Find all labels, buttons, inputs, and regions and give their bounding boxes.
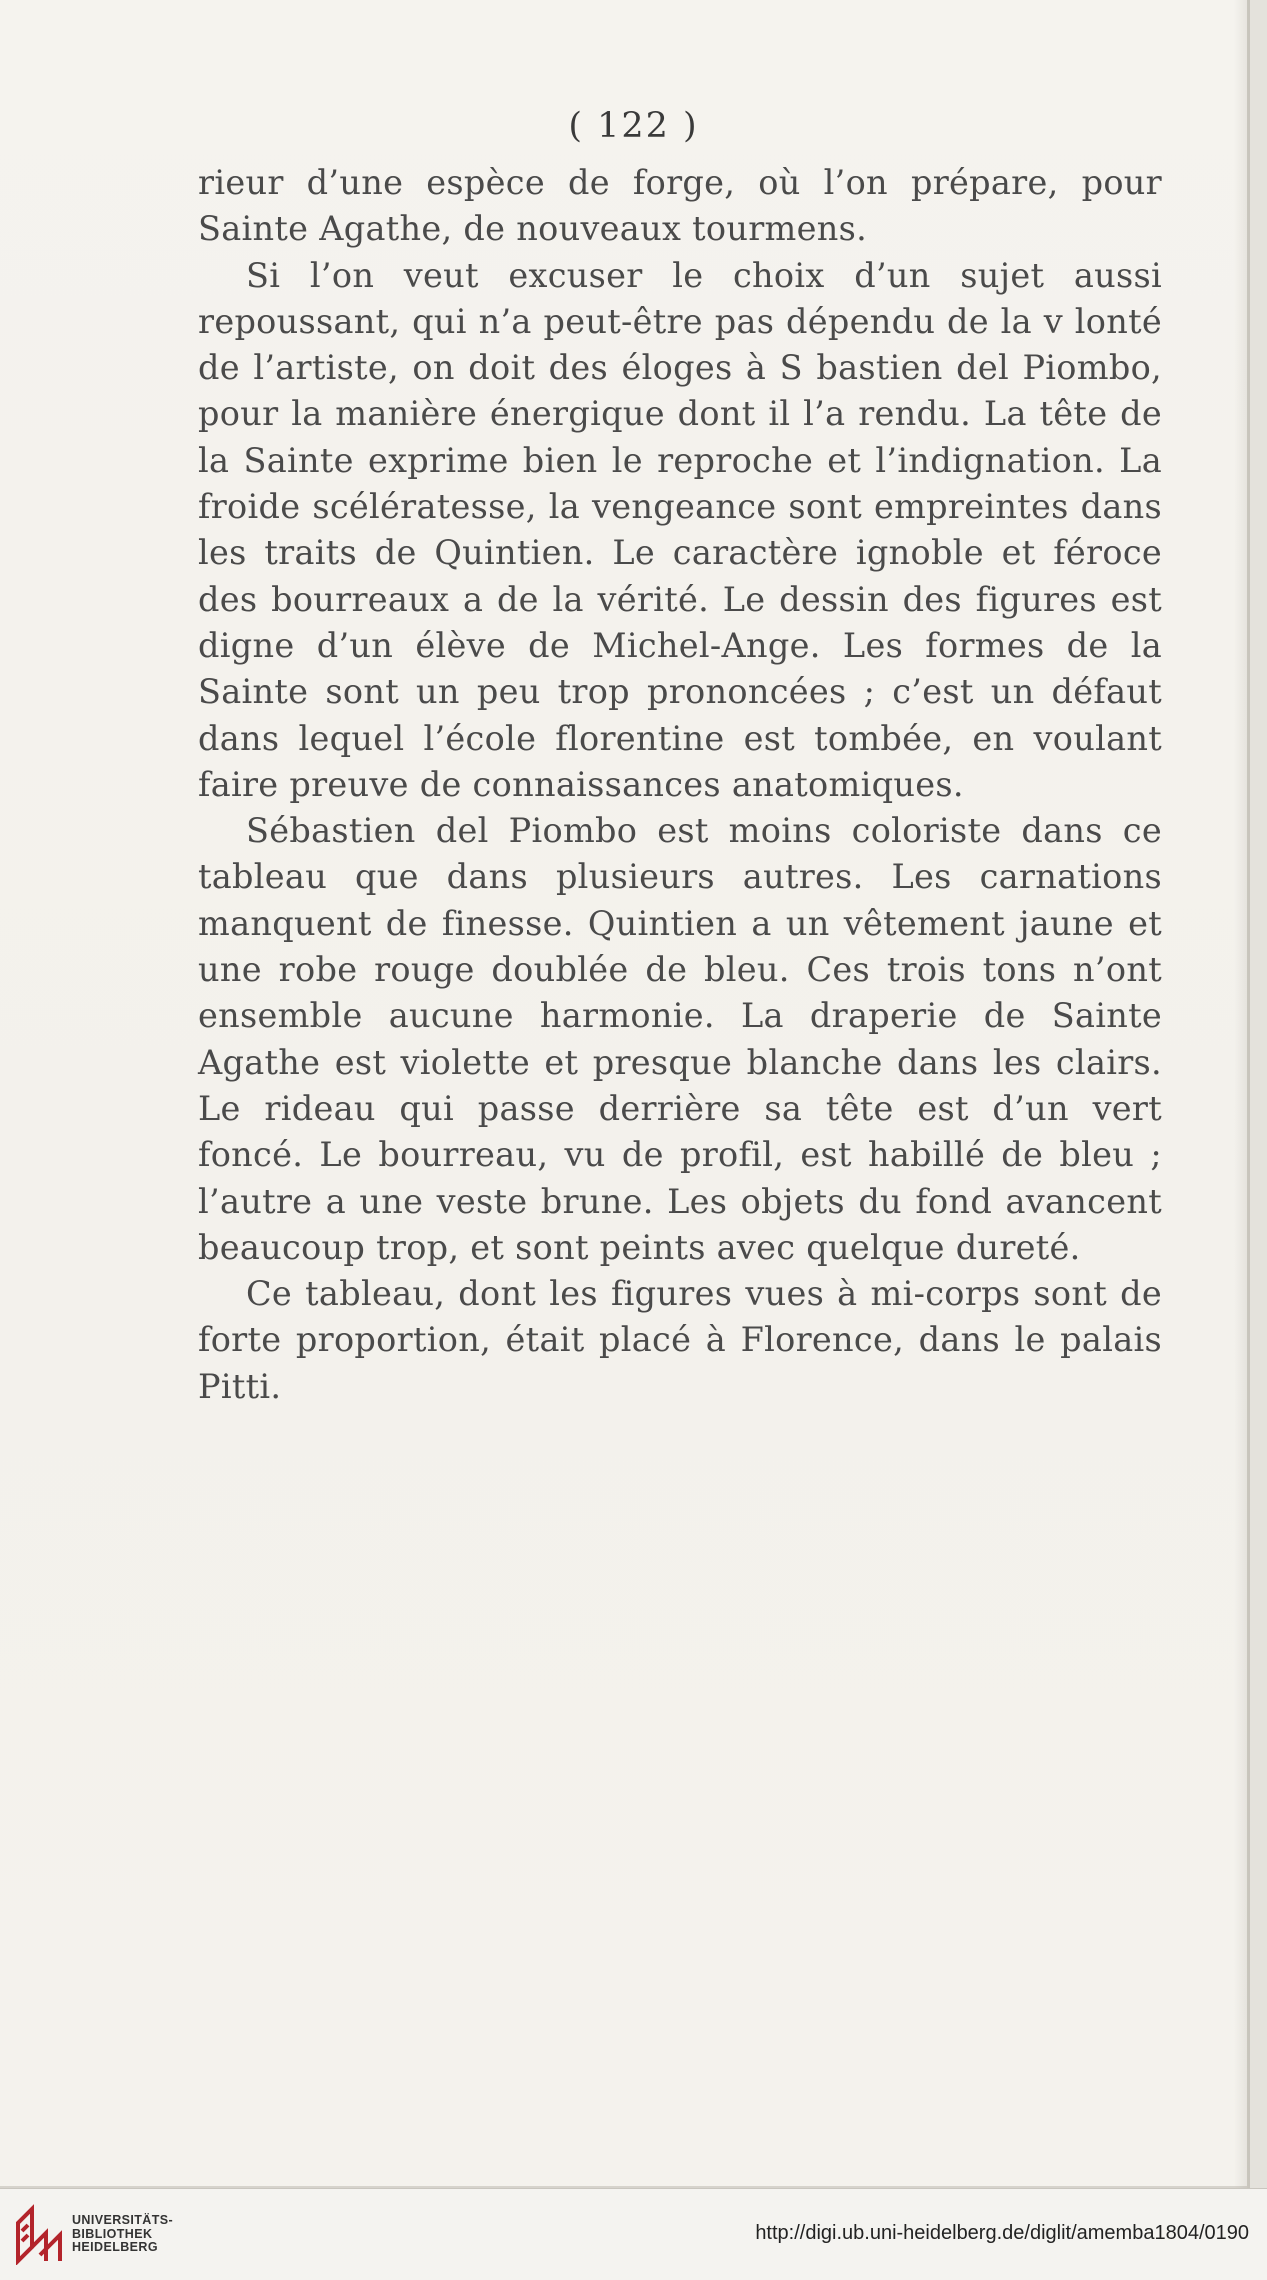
library-name-line-1: UNIVERSITÄTS-	[72, 2213, 174, 2227]
paragraph-1: rieur d’une espèce de forge, où l’on prépare, pour Sainte Agathe, de nouveaux tourmens.	[198, 163, 1162, 249]
footer-bar	[0, 2188, 1267, 2280]
library-name	[72, 2214, 173, 2255]
body-text	[198, 160, 1162, 1410]
page-edge-shadow	[1234, 0, 1250, 2188]
paragraph-3: Sébastien del Piombo est moins coloriste dans ce tableau que dans plusieurs autres. Les carnations manquent de finesse. Quintien a un vêtement jaune et une robe rouge doublée de bleu. Ces trois tons n’ont ensemble aucune harmonie. La draperie de Sainte Agathe est violette et presque blanche dans les clairs. Le rideau qui passe derrière sa tête est d’un vert foncé. Le bourreau, vu de profil, est habillé de bleu ; l’autre a une veste brune. Les objets du fond avancent beaucoup trop, et sont peints avec quelque dureté.	[198, 811, 1162, 1267]
library-name-line-3: HEIDELBERG	[72, 2240, 158, 2254]
university-library-logo-icon	[14, 2203, 64, 2265]
library-name-line-2: BIBLIOTHEK	[72, 2226, 153, 2241]
page-number: ( 122 )	[568, 106, 699, 146]
paragraph-4: Ce tableau, dont les figures vues à mi-corps sont de forte proportion, était placé à Florence, dans le palais Pitti.	[198, 1274, 1162, 1406]
permalink-url[interactable]: http://digi.ub.uni-heidelberg.de/diglit/amemba1804/0190	[755, 2222, 1249, 2244]
paragraph-2: Si l’on veut excuser le choix d’un sujet aussi repoussant, qui n’a peut-être pas dépendu de la v lonté de l’artiste, on doit des éloges à S bastien del Piombo, pour la manière énergique dont il l’a rendu. La tête de la Sainte exprime bien le reproche et l’indignation. La froide scélératesse, la vengeance sont empreintes dans les traits de Quintien. Le caractère ignoble et féroce des bourreaux a de la vérité. Le dessin des figures est digne d’un élève de Michel-Ange. Les formes de la Sainte sont un peu trop prononcées ; c’est un défaut dans lequel l’école florentine est tombée, en voulant faire preuve de connaissances anatomiques.	[198, 255, 1162, 804]
